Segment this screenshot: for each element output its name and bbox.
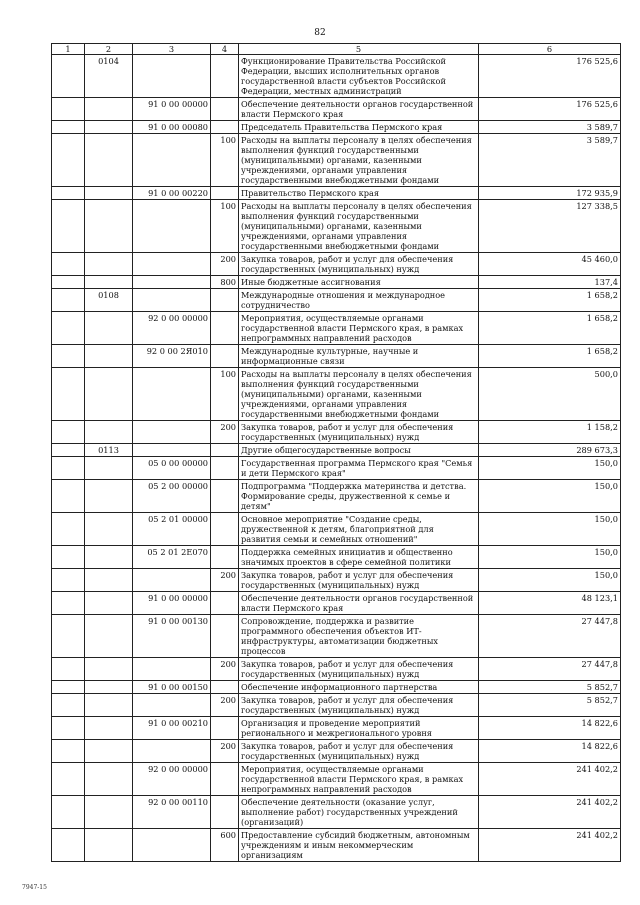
expense-type-cell	[211, 457, 239, 480]
header-row	[52, 44, 621, 55]
table-row	[52, 345, 621, 368]
target-code-cell	[133, 829, 211, 862]
target-code-cell	[133, 368, 211, 421]
description-cell: Закупка товаров, работ и услуг для обеспечения государственных (муниципальных) нужд	[239, 694, 479, 717]
table-row	[52, 658, 621, 681]
description-cell: Расходы на выплаты персоналу в целях обеспечения выполнения функций государственными (муниципальными) органами, казенными учреждениями, органами управления государственными внебюджетными фондами	[239, 200, 479, 253]
amount-cell: 500,0	[479, 368, 621, 421]
table-row	[52, 829, 621, 862]
row-number-cell	[52, 312, 85, 345]
description-cell: Расходы на выплаты персоналу в целях обеспечения выполнения функций государственными (муниципальными) органами, казенными учреждениями, органами управления государственными внебюджетными фондами	[239, 368, 479, 421]
target-code-cell	[133, 55, 211, 98]
table-row	[52, 55, 621, 98]
table-row	[52, 513, 621, 546]
row-number-cell	[52, 200, 85, 253]
target-code-cell	[133, 253, 211, 276]
target-code-cell: 92 0 00 2Я010	[133, 345, 211, 368]
amount-cell: 150,0	[479, 480, 621, 513]
row-number-cell	[52, 187, 85, 200]
section-code-cell	[85, 480, 133, 513]
row-number-cell	[52, 717, 85, 740]
table-row	[52, 592, 621, 615]
target-code-cell: 91 0 00 00220	[133, 187, 211, 200]
table-row	[52, 681, 621, 694]
column-header-4: 4	[211, 44, 239, 55]
section-code-cell	[85, 513, 133, 546]
row-number-cell	[52, 513, 85, 546]
column-header-2: 2	[85, 44, 133, 55]
amount-cell: 241 402,2	[479, 763, 621, 796]
expense-type-cell	[211, 98, 239, 121]
description-cell: Обеспечение деятельности органов государственной власти Пермского края	[239, 592, 479, 615]
section-code-cell	[85, 592, 133, 615]
amount-cell: 3 589,7	[479, 121, 621, 134]
expense-type-cell: 800	[211, 276, 239, 289]
budget-table	[51, 43, 621, 862]
section-code-cell: 0108	[85, 289, 133, 312]
section-code-cell	[85, 276, 133, 289]
expense-type-cell	[211, 345, 239, 368]
table-row	[52, 480, 621, 513]
expense-type-cell	[211, 187, 239, 200]
description-cell: Функционирование Правительства Российской Федерации, высших исполнительных органов государственной власти субъектов Российской Федерации, местных администраций	[239, 55, 479, 98]
table-row	[52, 546, 621, 569]
expense-type-cell: 200	[211, 569, 239, 592]
section-code-cell	[85, 187, 133, 200]
table-row	[52, 717, 621, 740]
amount-cell: 150,0	[479, 457, 621, 480]
amount-cell: 176 525,6	[479, 55, 621, 98]
column-header-6: 6	[479, 44, 621, 55]
table-body	[52, 55, 621, 862]
expense-type-cell	[211, 289, 239, 312]
description-cell: Закупка товаров, работ и услуг для обеспечения государственных (муниципальных) нужд	[239, 658, 479, 681]
row-number-cell	[52, 345, 85, 368]
table-row	[52, 615, 621, 658]
row-number-cell	[52, 134, 85, 187]
expense-type-cell	[211, 513, 239, 546]
amount-cell: 14 822,6	[479, 740, 621, 763]
table-row	[52, 289, 621, 312]
description-cell: Предоставление субсидий бюджетным, автономным учреждениям и иным некоммерческим организациям	[239, 829, 479, 862]
target-code-cell: 05 2 01 2E070	[133, 546, 211, 569]
section-code-cell	[85, 658, 133, 681]
row-number-cell	[52, 681, 85, 694]
amount-cell: 1 158,2	[479, 421, 621, 444]
target-code-cell: 91 0 00 00130	[133, 615, 211, 658]
expense-type-cell	[211, 763, 239, 796]
page-number: 82	[314, 28, 326, 38]
row-number-cell	[52, 98, 85, 121]
amount-cell: 1 658,2	[479, 345, 621, 368]
table-row	[52, 796, 621, 829]
target-code-cell: 92 0 00 00110	[133, 796, 211, 829]
expense-type-cell	[211, 592, 239, 615]
row-number-cell	[52, 592, 85, 615]
description-cell: Закупка товаров, работ и услуг для обеспечения государственных (муниципальных) нужд	[239, 421, 479, 444]
row-number-cell	[52, 615, 85, 658]
row-number-cell	[52, 480, 85, 513]
row-number-cell	[52, 569, 85, 592]
amount-cell: 172 935,9	[479, 187, 621, 200]
target-code-cell	[133, 421, 211, 444]
expense-type-cell	[211, 480, 239, 513]
section-code-cell	[85, 615, 133, 658]
section-code-cell	[85, 253, 133, 276]
amount-cell: 27 447,8	[479, 658, 621, 681]
description-cell: Обеспечение информационного партнерства	[239, 681, 479, 694]
table-row	[52, 368, 621, 421]
expense-type-cell	[211, 121, 239, 134]
description-cell: Иные бюджетные ассигнования	[239, 276, 479, 289]
table-row	[52, 200, 621, 253]
section-code-cell	[85, 740, 133, 763]
table-row	[52, 98, 621, 121]
row-number-cell	[52, 740, 85, 763]
row-number-cell	[52, 694, 85, 717]
target-code-cell	[133, 289, 211, 312]
row-number-cell	[52, 763, 85, 796]
section-code-cell: 0104	[85, 55, 133, 98]
description-cell: Основное мероприятие "Создание среды, дружественной к детям, благоприятной для развития семьи и семейных отношений"	[239, 513, 479, 546]
section-code-cell	[85, 546, 133, 569]
description-cell: Международные отношения и международное сотрудничество	[239, 289, 479, 312]
table-row	[52, 457, 621, 480]
expense-type-cell: 200	[211, 421, 239, 444]
expense-type-cell	[211, 796, 239, 829]
description-cell: Подпрограмма "Поддержка материнства и детства. Формирование среды, дружественной к семье и детям"	[239, 480, 479, 513]
section-code-cell	[85, 681, 133, 694]
row-number-cell	[52, 444, 85, 457]
section-code-cell	[85, 569, 133, 592]
section-code-cell	[85, 763, 133, 796]
row-number-cell	[52, 421, 85, 444]
section-code-cell	[85, 829, 133, 862]
section-code-cell	[85, 457, 133, 480]
amount-cell: 150,0	[479, 569, 621, 592]
expense-type-cell: 200	[211, 694, 239, 717]
target-code-cell: 91 0 00 00000	[133, 592, 211, 615]
row-number-cell	[52, 55, 85, 98]
expense-type-cell: 200	[211, 740, 239, 763]
row-number-cell	[52, 457, 85, 480]
target-code-cell	[133, 444, 211, 457]
table-row	[52, 763, 621, 796]
target-code-cell: 05 2 01 00000	[133, 513, 211, 546]
target-code-cell	[133, 200, 211, 253]
row-number-cell	[52, 253, 85, 276]
amount-cell: 48 123,1	[479, 592, 621, 615]
description-cell: Закупка товаров, работ и услуг для обеспечения государственных (муниципальных) нужд	[239, 569, 479, 592]
table-row	[52, 694, 621, 717]
expense-type-cell	[211, 55, 239, 98]
expense-type-cell	[211, 681, 239, 694]
row-number-cell	[52, 368, 85, 421]
description-cell: Обеспечение деятельности (оказание услуг, выполнение работ) государственных учреждений (организаций)	[239, 796, 479, 829]
description-cell: Международные культурные, научные и информационные связи	[239, 345, 479, 368]
table-row	[52, 444, 621, 457]
amount-cell: 127 338,5	[479, 200, 621, 253]
row-number-cell	[52, 546, 85, 569]
expense-type-cell: 100	[211, 134, 239, 187]
description-cell: Организация и проведение мероприятий регионального и межрегионального уровня	[239, 717, 479, 740]
target-code-cell: 91 0 00 00150	[133, 681, 211, 694]
amount-cell: 137,4	[479, 276, 621, 289]
column-header-1: 1	[52, 44, 85, 55]
amount-cell: 150,0	[479, 513, 621, 546]
section-code-cell	[85, 345, 133, 368]
description-cell: Расходы на выплаты персоналу в целях обеспечения выполнения функций государственными (муниципальными) органами, казенными учреждениями, органами управления государственными внебюджетными фондами	[239, 134, 479, 187]
target-code-cell	[133, 694, 211, 717]
description-cell: Мероприятия, осуществляемые органами государственной власти Пермского края, в рамках непрограммных направлений расходов	[239, 763, 479, 796]
column-header-5: 5	[239, 44, 479, 55]
target-code-cell: 91 0 00 00080	[133, 121, 211, 134]
table-row	[52, 740, 621, 763]
target-code-cell: 91 0 00 00210	[133, 717, 211, 740]
amount-cell: 5 852,7	[479, 694, 621, 717]
table-row	[52, 421, 621, 444]
amount-cell: 45 460,0	[479, 253, 621, 276]
section-code-cell	[85, 98, 133, 121]
row-number-cell	[52, 276, 85, 289]
description-cell: Закупка товаров, работ и услуг для обеспечения государственных (муниципальных) нужд	[239, 740, 479, 763]
expense-type-cell	[211, 717, 239, 740]
expense-type-cell: 100	[211, 200, 239, 253]
amount-cell: 289 673,3	[479, 444, 621, 457]
target-code-cell	[133, 658, 211, 681]
amount-cell: 27 447,8	[479, 615, 621, 658]
target-code-cell	[133, 740, 211, 763]
target-code-cell	[133, 134, 211, 187]
row-number-cell	[52, 658, 85, 681]
description-cell: Правительство Пермского края	[239, 187, 479, 200]
section-code-cell	[85, 796, 133, 829]
description-cell: Председатель Правительства Пермского края	[239, 121, 479, 134]
section-code-cell: 0113	[85, 444, 133, 457]
footer-code: 7947-15	[22, 884, 47, 891]
table-row	[52, 569, 621, 592]
table-row	[52, 253, 621, 276]
column-header-3: 3	[133, 44, 211, 55]
description-cell: Другие общегосударственные вопросы	[239, 444, 479, 457]
expense-type-cell	[211, 444, 239, 457]
expense-type-cell	[211, 615, 239, 658]
table-row	[52, 134, 621, 187]
section-code-cell	[85, 121, 133, 134]
amount-cell: 241 402,2	[479, 829, 621, 862]
row-number-cell	[52, 796, 85, 829]
row-number-cell	[52, 289, 85, 312]
expense-type-cell: 100	[211, 368, 239, 421]
target-code-cell: 05 2 00 00000	[133, 480, 211, 513]
target-code-cell: 05 0 00 00000	[133, 457, 211, 480]
description-cell: Мероприятия, осуществляемые органами государственной власти Пермского края, в рамках непрограммных направлений расходов	[239, 312, 479, 345]
table-row	[52, 121, 621, 134]
amount-cell: 1 658,2	[479, 312, 621, 345]
section-code-cell	[85, 368, 133, 421]
expense-type-cell: 200	[211, 253, 239, 276]
target-code-cell: 92 0 00 00000	[133, 312, 211, 345]
table-row	[52, 312, 621, 345]
amount-cell: 150,0	[479, 546, 621, 569]
section-code-cell	[85, 312, 133, 345]
description-cell: Поддержка семейных инициатив и общественно значимых проектов в сфере семейной политики	[239, 546, 479, 569]
description-cell: Закупка товаров, работ и услуг для обеспечения государственных (муниципальных) нужд	[239, 253, 479, 276]
target-code-cell: 92 0 00 00000	[133, 763, 211, 796]
expense-type-cell	[211, 312, 239, 345]
section-code-cell	[85, 694, 133, 717]
expense-type-cell: 200	[211, 658, 239, 681]
section-code-cell	[85, 717, 133, 740]
row-number-cell	[52, 121, 85, 134]
table-row	[52, 187, 621, 200]
description-cell: Государственная программа Пермского края "Семья и дети Пермского края"	[239, 457, 479, 480]
target-code-cell: 91 0 00 00000	[133, 98, 211, 121]
table-header	[52, 44, 621, 55]
amount-cell: 241 402,2	[479, 796, 621, 829]
section-code-cell	[85, 134, 133, 187]
row-number-cell	[52, 829, 85, 862]
description-cell: Обеспечение деятельности органов государственной власти Пермского края	[239, 98, 479, 121]
expense-type-cell: 600	[211, 829, 239, 862]
target-code-cell	[133, 569, 211, 592]
amount-cell: 14 822,6	[479, 717, 621, 740]
section-code-cell	[85, 421, 133, 444]
description-cell: Сопровождение, поддержка и развитие программного обеспечения объектов ИТ-инфраструктуры, автоматизации бюджетных процессов	[239, 615, 479, 658]
section-code-cell	[85, 200, 133, 253]
amount-cell: 1 658,2	[479, 289, 621, 312]
amount-cell: 5 852,7	[479, 681, 621, 694]
target-code-cell	[133, 276, 211, 289]
amount-cell: 3 589,7	[479, 134, 621, 187]
expense-type-cell	[211, 546, 239, 569]
table-row	[52, 276, 621, 289]
amount-cell: 176 525,6	[479, 98, 621, 121]
